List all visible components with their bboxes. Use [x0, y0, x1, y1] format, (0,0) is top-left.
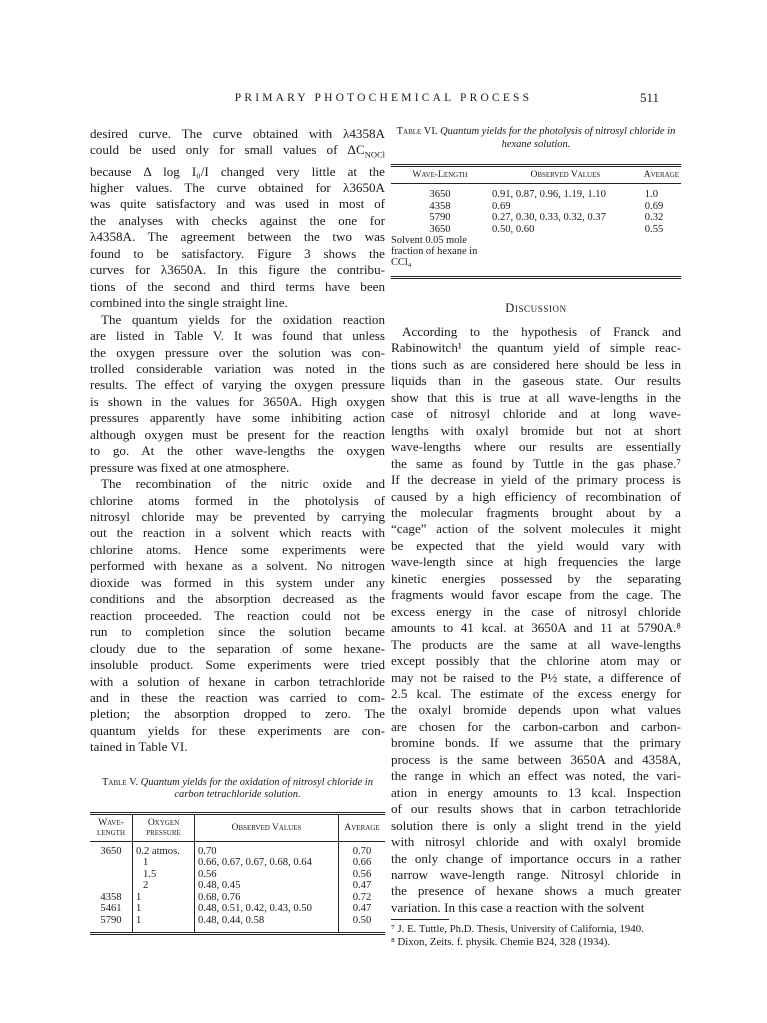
text-line: with nitrosyl chloride and with oxalyl bromide — [391, 834, 681, 850]
text-line: 2.5 kcal. The estimate of the excess energy for — [391, 685, 681, 701]
text-line: insoluble product. Some experiments were tried — [90, 657, 385, 673]
cell: 0.72 — [352, 891, 372, 903]
table-row — [90, 903, 385, 915]
left-paragraph-1 — [90, 126, 385, 312]
cell: 0.69 — [492, 200, 511, 212]
text-line: wave-lengths where our results are essentially — [391, 439, 681, 455]
text-line: to go. At the other wave-lengths the oxygen — [90, 443, 385, 459]
text-line: the molecular fragments brought about by a — [391, 504, 681, 520]
text-line: nitrosyl chloride may be prevented by carrying — [90, 509, 385, 525]
text-line: desired curve. The curve obtained with λ4358A — [90, 126, 385, 141]
text-line: narrow wave-length range. Nitrosyl chloride in — [391, 866, 681, 882]
text-line: be expected that the yield would vary with — [391, 537, 681, 553]
column-header: Oxygen pressure — [133, 813, 195, 841]
column-header: Average — [643, 170, 679, 180]
cell: 3650 — [429, 189, 451, 200]
text-line: the analyses with checks against the one for — [90, 212, 385, 228]
text-line: the range in which an effect was noted, the vari- — [391, 768, 681, 784]
cell: 4358 — [429, 200, 451, 212]
table-row — [391, 224, 681, 236]
cell: 0.50, 0.60 — [492, 223, 535, 235]
cell: 2 — [133, 880, 195, 892]
text-line: The recombination of the nitric oxide and — [101, 476, 385, 492]
cell — [90, 869, 133, 881]
text-line — [90, 142, 385, 163]
cell: 1 — [133, 903, 195, 915]
discussion-paragraph — [391, 324, 681, 916]
left-paragraph-3 — [90, 476, 385, 756]
footnote-7: ⁷ J. E. Tuttle, Ph.D. Thesis, University of California, 1940. — [391, 923, 644, 936]
text-line: combined into the single straight line. — [90, 295, 288, 311]
table-row — [90, 841, 385, 857]
column-header: Wave-Length — [412, 170, 468, 180]
table-row — [391, 201, 681, 213]
solvent-note: Solvent 0.05 mole fraction of hexane in CCl₄ — [391, 235, 478, 268]
text-line: bromine bonds. If we assume that the primary — [391, 735, 681, 751]
text-line: tained in Table VI. — [90, 739, 188, 755]
cell: 0.55 — [644, 223, 664, 235]
page-number: 511 — [640, 90, 660, 105]
text-line: the presence of hexane shows a much greater — [391, 883, 681, 899]
cell: 0.48, 0.45 — [195, 880, 339, 892]
text-line: dioxide was formed in this system under any — [90, 574, 385, 590]
text-line: are listed in Table V. It was found that unless — [90, 328, 385, 344]
text-line: amounts to 41 kcal. at 3650A and 11 at 5790A.⁸ — [391, 620, 681, 636]
text-line: is shown in the values for 3650A. High oxygen — [90, 393, 385, 409]
text-line: although oxygen must be present for the reaction — [90, 426, 385, 442]
cell: 0.56 — [195, 869, 339, 881]
cell: 0.70 — [195, 841, 339, 857]
text-line: variation. In this case a reaction with the solvent — [391, 899, 645, 915]
cell: 1 — [133, 892, 195, 904]
table-5-caption-text: Quantum yields for the oxidation of nitrosyl chloride in carbon tetrachloride solution. — [140, 776, 373, 801]
column-header: Observed Values — [530, 170, 601, 180]
text-line: the oxygen pressure over the solution was con- — [90, 344, 385, 360]
text-line: was quite satisfactory and was used in most of — [90, 196, 385, 212]
text-line: λ4358A. The agreement between the two was — [90, 229, 385, 245]
text-line: because Δ log I₀/I changed very little at the — [90, 163, 385, 179]
text-line: pressure was fixed at one atmosphere. — [90, 459, 290, 475]
text-line: out the reaction in a solvent which reacts with — [90, 525, 385, 541]
cell: 0.27, 0.30, 0.33, 0.32, 0.37 — [492, 212, 606, 223]
table-6-caption-text: Quantum yields for the photolysis of nitrosyl chloride in hexane solution. — [440, 126, 676, 150]
cell: 0.68, 0.76 — [195, 892, 339, 904]
cell: 0.48, 0.44, 0.58 — [195, 915, 339, 934]
cell: 0.70 — [352, 845, 372, 857]
table-row — [90, 892, 385, 904]
text-line: wave-length since at high frequencies the large — [391, 554, 681, 570]
cell: 0.66, 0.67, 0.67, 0.68, 0.64 — [195, 857, 339, 869]
text-line: except possibly that the chlorine atom may or — [391, 653, 681, 669]
text-line: higher values. The curve obtained for λ3650A — [90, 179, 385, 195]
footnote-rule — [391, 919, 449, 920]
cell: 0.50 — [352, 914, 372, 926]
text-line: may not be raised to the P½ state, a difference of — [391, 669, 681, 685]
text-line: kinetic energies possessed by the separating — [391, 570, 681, 586]
text-line: pletion; the absorption dropped to zero. The — [90, 706, 385, 722]
text-line: show that this is true at all wave-lengths in the — [391, 389, 681, 405]
table-6-label: Table VI. — [396, 126, 438, 137]
text-line: tions such as are considered here should be less in — [391, 356, 681, 372]
table-6 — [391, 164, 681, 279]
cell: 5790 — [429, 212, 451, 223]
table-row — [90, 857, 385, 869]
table-5-label: Table V. — [102, 776, 138, 788]
cell: 1 — [133, 915, 195, 934]
cell: 0.2 atmos. — [133, 841, 195, 857]
text-line: excess energy in the case of nitrosyl chloride — [391, 603, 681, 619]
text-line: If the decrease in yield of the primary process is — [391, 472, 681, 488]
text-line: trolled considerable variation was noted in the — [90, 360, 385, 376]
cell: 4358 — [90, 892, 133, 904]
text-line: conditions and the absorption decreased as the — [90, 591, 385, 607]
cell: 0.47 — [352, 880, 372, 892]
text-line: liquids than in the gaseous state. Our results — [391, 373, 681, 389]
cell: 0.91, 0.87, 0.96, 1.19, 1.10 — [492, 189, 606, 200]
cell — [90, 880, 133, 892]
right-column — [391, 126, 681, 948]
cell: 5790 — [90, 915, 133, 934]
text-line: caused by a high efficiency of recombination of — [391, 488, 681, 504]
text-line: the only change of importance occurs in a rather — [391, 850, 681, 866]
text-line: Rabinowitch¹ the quantum yield of simple reac- — [391, 340, 681, 356]
left-paragraph-2 — [90, 312, 385, 477]
table-row — [90, 915, 385, 934]
text-line: performed with hexane as a solvent. No nitrogen — [90, 558, 385, 574]
cell: 1.0 — [644, 189, 658, 200]
cell: 0.47 — [352, 903, 372, 915]
text-line: reaction proceeded. The reaction could not be — [90, 607, 385, 623]
footnote-8: ⁸ Dixon, Zeits. f. physik. Chemie B24, 328 (1934). — [391, 935, 611, 948]
table-row — [391, 235, 681, 278]
text-line: chlorine atoms formed in the photolysis of — [90, 492, 385, 508]
text-line: lengths with oxalyl bromide but not at short — [391, 422, 681, 438]
running-title: PRIMARY PHOTOCHEMICAL PROCESS — [234, 92, 533, 104]
text-line: found to be satisfactory. Figure 3 shows the — [90, 245, 385, 261]
text-line: of our results shows that in carbon tetrachloride — [391, 801, 681, 817]
text-line: ation in energy amounts to 13 kcal. Inspection — [391, 784, 681, 800]
table-header-row — [90, 813, 385, 841]
left-column — [90, 126, 385, 935]
text-line: process is the same between 3650A and 4358A, — [391, 751, 681, 767]
section-heading: Discussion — [505, 301, 567, 315]
column-header: Observed Values — [195, 813, 339, 841]
text-line: and in these the reaction was carried to com- — [90, 690, 385, 706]
text-line: “cage” action of the solvent molecules it might — [391, 521, 681, 537]
text-line: curves for λ3650A. In this figure the contribu- — [90, 262, 385, 278]
cell: 0.66 — [352, 857, 372, 869]
text-line: pressures apparently have some inhibiting action — [90, 410, 385, 426]
text-line: the oxalyl bromide depends upon what values — [391, 702, 681, 718]
table-5 — [90, 812, 385, 936]
text-line: cloudy due to the separation of some hexane- — [90, 640, 385, 656]
cell: 0.56 — [352, 868, 372, 880]
text-line: The quantum yields for the oxidation reaction — [101, 311, 385, 327]
text-run: could be used only for small values of ΔC — [90, 142, 365, 158]
subscript: NOCl — [364, 150, 385, 161]
text-line: chlorine atoms. Hence some experiments were — [90, 541, 385, 557]
text-line: case of nitrosyl chloride and at long wave- — [391, 406, 681, 422]
table-row — [90, 869, 385, 881]
cell: 1.5 — [133, 869, 195, 881]
text-line: The products are the same at all wave-lengths — [391, 636, 681, 652]
table-header-row — [391, 166, 681, 184]
column-header: Average — [344, 822, 380, 833]
column-header: Wave-length — [90, 813, 133, 841]
cell: 0.48, 0.51, 0.42, 0.43, 0.50 — [195, 903, 339, 915]
cell: 0.69 — [644, 200, 664, 212]
text-line: quantum yields for these experiments are con- — [90, 722, 385, 738]
text-line: fragments would favor escape from the cage. The — [391, 587, 681, 603]
cell: 0.32 — [644, 212, 664, 223]
cell: 5461 — [90, 903, 133, 915]
text-line: tions of the second and third terms have been — [90, 278, 385, 294]
text-line: are chosen for the carbon-carbon and carbon- — [391, 718, 681, 734]
text-line: with a solution of hexane in carbon tetrachloride — [90, 673, 385, 689]
text-line: solution there is only a slight trend in the yield — [391, 817, 681, 833]
table-row — [391, 212, 681, 224]
cell: 1 — [133, 857, 195, 869]
table-row — [391, 184, 681, 201]
table-row — [90, 880, 385, 892]
text-line: run to completion since the solution became — [90, 624, 385, 640]
table-5-caption — [90, 777, 385, 802]
text-line: results. The effect of varying the oxygen pressure — [90, 377, 385, 393]
text-line: the same as found by Tuttle in the gas phase.⁷ — [391, 455, 681, 471]
table-6-caption — [391, 126, 681, 151]
cell — [90, 857, 133, 869]
cell: 3650 — [90, 841, 133, 857]
text-line: According to the hypothesis of Franck and — [402, 324, 681, 339]
cell: 3650 — [429, 223, 451, 235]
